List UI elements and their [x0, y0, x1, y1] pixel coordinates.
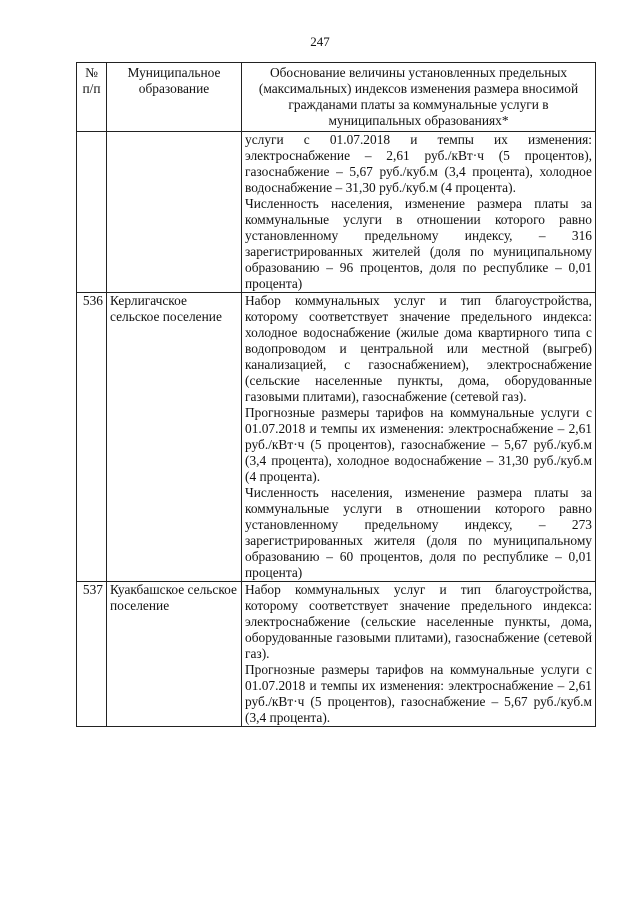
justification-paragraph: Набор коммунальных услуг и тип благоустройства, которому соответствует значение предельного индекса: электроснабжение (сельские населенные пункты, дома, оборудованные газовыми плитами), газоснабжение (сетевой газ).: [245, 582, 592, 661]
tariff-index-table: [76, 62, 596, 727]
justification-paragraph: Прогнозные размеры тарифов на коммунальные услуги с 01.07.2018 и темпы их изменения: электроснабжение – 2,61 руб./кВт·ч (5 процентов), газоснабжение – 5,67 руб./куб.м (3,4 процента), холодное водоснабжение – 31,30 руб./куб.м (4 процента).: [245, 405, 592, 484]
header-municipality: Муниципальное образование: [107, 63, 242, 132]
row-justification: [242, 582, 596, 727]
table-row: [77, 582, 596, 727]
table-header-row: [77, 63, 596, 132]
header-justification: Обоснование величины установленных предельных (максимальных) индексов изменения размера вносимой гражданами платы за коммунальные услуги в муниципальных образованиях*: [242, 63, 596, 132]
row-municipality: [107, 132, 242, 293]
page-number: 247: [310, 34, 330, 49]
justification-paragraph: Численность населения, изменение размера платы за коммунальные услуги в отношении которого равно установленному предельному индексу, – 316 зарегистрированных жителей (доля по муниципальному образованию – 96 процентов, доля по республике – 0,01 процента): [245, 196, 592, 291]
justification-paragraph: Численность населения, изменение размера платы за коммунальные услуги в отношении которого равно установленному предельному индексу, – 273 зарегистрированных жителя (доля по муниципальному образованию – 60 процентов, доля по республике – 0,01 процента): [245, 485, 592, 580]
row-justification: [242, 132, 596, 293]
table-row: [77, 132, 596, 293]
row-justification: [242, 293, 596, 582]
row-municipality: Куакбашское сельское поселение: [107, 582, 242, 727]
justification-paragraph: услуги с 01.07.2018 и темпы их изменения: электроснабжение – 2,61 руб./кВт·ч (5 процентов), газоснабжение – 5,67 руб./куб.м (3,4 процента), холодное водоснабжение – 31,30 руб./куб.м (4 процента).: [245, 132, 592, 195]
justification-paragraph: Набор коммунальных услуг и тип благоустройства, которому соответствует значение предельного индекса: холодное водоснабжение (жилые дома квартирного типа с водопроводом и центральной или местной (выгреб) канализацией, с газоснабжением), электроснабжение (сельские населенные пункты, дома, оборудованные газовыми плитами), газоснабжение (сетевой газ).: [245, 293, 592, 404]
row-number: [77, 132, 107, 293]
justification-paragraph: Прогнозные размеры тарифов на коммунальные услуги с 01.07.2018 и темпы их изменения: электроснабжение – 2,61 руб./кВт·ч (5 процентов), газоснабжение – 5,67 руб./куб.м (3,4 процента).: [245, 662, 592, 725]
table-row: [77, 293, 596, 582]
row-municipality: Керлигачское сельское поселение: [107, 293, 242, 582]
header-number: № п/п: [77, 63, 107, 132]
row-number: 537: [77, 582, 107, 727]
row-number: 536: [77, 293, 107, 582]
